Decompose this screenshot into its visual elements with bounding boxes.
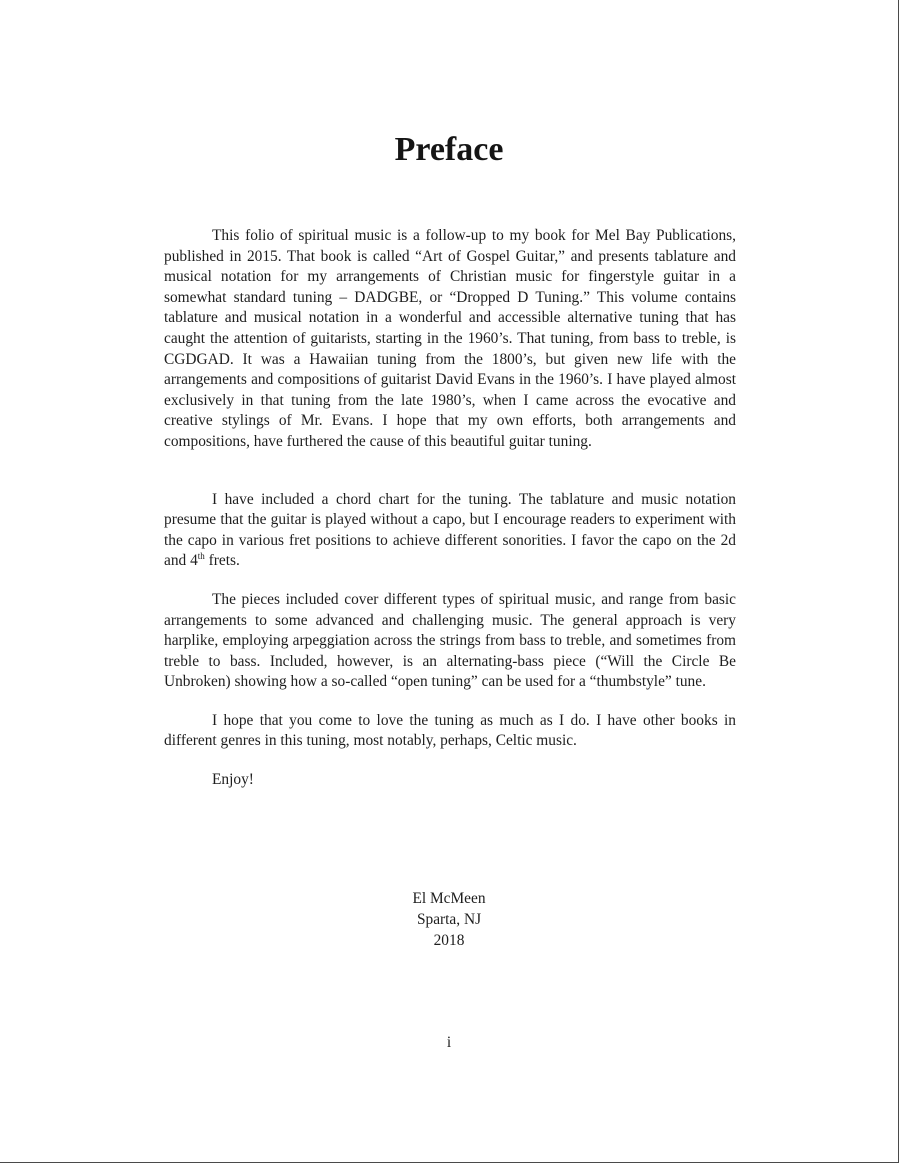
paragraph-2 <box>164 490 736 572</box>
paragraph-5: Enjoy! <box>212 771 254 789</box>
page-number: i <box>446 1034 452 1051</box>
paragraph-2-end: frets. <box>204 552 240 570</box>
author-name: El McMeen <box>412 890 486 907</box>
preface-body <box>164 226 736 807</box>
ordinal-superscript: th <box>197 551 205 562</box>
author-location: Sparta, NJ <box>416 911 482 928</box>
paragraph-4: I hope that you come to love the tuning as much as I do. I have other books in different genres in this tuning, most notably, perhaps, Celtic music. <box>164 711 736 750</box>
paragraph-3: The pieces included cover different types of spiritual music, and range from basic arrangements to some advanced and challenging music. The general approach is very harplike, employing arpeggiation across the strings from bass to treble, and sometimes from treble to bass. Included, however, is an alternating-bass piece (“Will the Circle Be Unbroken) showing how a so-called “open tuning” can be used for a “thumbstyle” tune. <box>164 590 736 691</box>
page-title: Preface <box>394 131 504 168</box>
signature-block <box>0 888 898 951</box>
signature-year: 2018 <box>433 932 465 949</box>
paragraph-2-text: I have included a chord chart for the tuning. The tablature and music notation presume that the guitar is played without a capo, but I encourage readers to experiment with the capo in various fret positions to achieve different sonorities. I favor the capo on the 2d and 4 <box>164 490 736 570</box>
paragraph-1: This folio of spiritual music is a follow-up to my book for Mel Bay Publications, published in 2015. That book is called “Art of Gospel Guitar,” and presents tablature and musical notation for my arrangements of Christian music for fingerstyle guitar in a somewhat standard tuning – DADGBE, or “Dropped D Tuning.” This volume contains tablature and musical notation in a wonderful and accessible alternative tuning that has caught the attention of guitarists, starting in the 1960’s. That tuning, from bass to treble, is CGDGAD. It was a Hawaiian tuning from the 1800’s, but given new life with the arrangements and compositions of guitarist David Evans in the 1960’s. I have played almost exclusively in that tuning from the late 1980’s, when I came across the evocative and creative stylings of Mr. Evans. I hope that my own efforts, both arrangements and compositions, have furthered the cause of this beautiful guitar tuning. <box>164 227 736 450</box>
